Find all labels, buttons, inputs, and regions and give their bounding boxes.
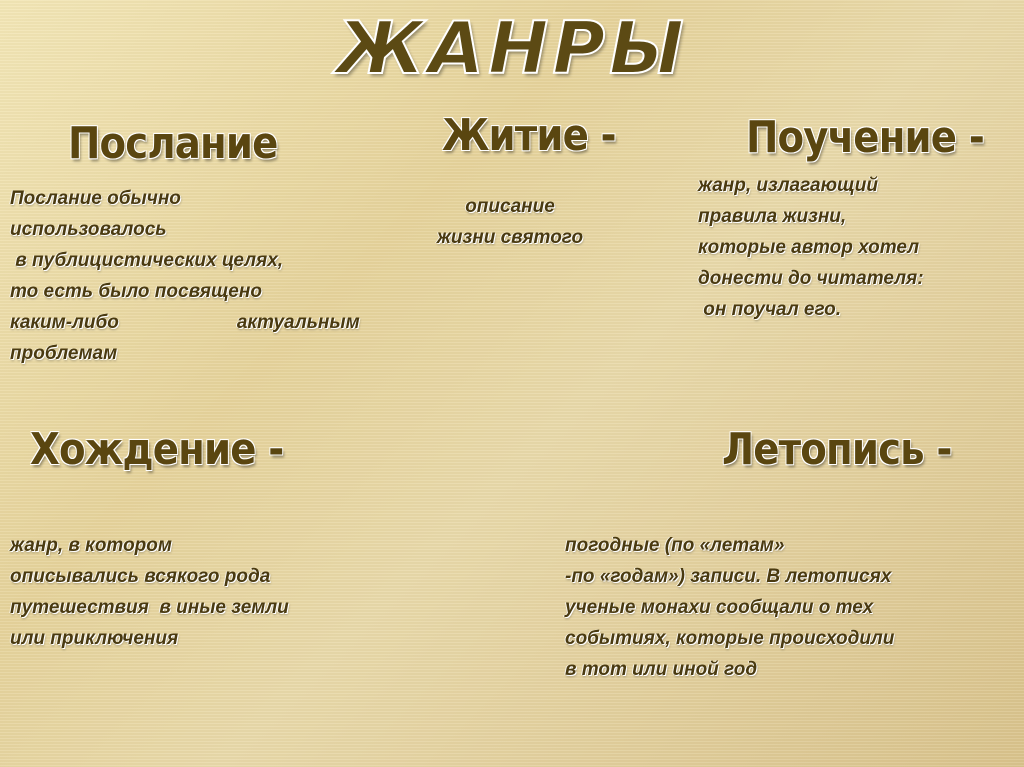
text-zhitie <box>430 191 590 253</box>
text-line: Послание обычно <box>10 188 181 209</box>
text-line: -по «годам») записи. В летописях <box>565 566 892 587</box>
text-line: ученые монахи сообщали о тех <box>565 597 874 618</box>
text-line: событиях, которые происходили <box>565 628 895 649</box>
text-line: донести до читателя: <box>698 268 924 289</box>
slide-title: ЖАНРЫ <box>336 6 688 90</box>
text-pouchenie <box>698 170 924 325</box>
text-line: жизни святого <box>436 227 584 248</box>
heading-zhitie: Житие - <box>442 110 616 161</box>
text-line: описывались всякого рода <box>10 566 271 587</box>
text-letopis <box>565 530 894 685</box>
text-line: жанр, излагающий <box>698 175 878 196</box>
text-line: описание <box>465 196 555 217</box>
text-line: погодные (по «летам» <box>565 535 785 556</box>
heading-letopis: Летопись - <box>722 424 952 475</box>
text-khozhdenie <box>10 530 289 654</box>
text-word: каким-либо <box>10 312 119 333</box>
text-line: в публицистических целях, <box>10 250 284 271</box>
text-line: то есть было посвящено <box>10 281 262 302</box>
heading-pouchenie: Поучение - <box>746 112 984 163</box>
heading-khozhdenie: Хождение - <box>30 424 284 475</box>
text-line: использовалось <box>10 219 167 240</box>
text-line: правила жизни, <box>698 206 847 227</box>
text-line: или приключения <box>10 628 179 649</box>
text-line: путешествия в иные земли <box>10 597 289 618</box>
text-line: он поучал его. <box>698 299 842 320</box>
heading-poslanie: Послание <box>68 118 278 169</box>
text-line: которые автор хотел <box>698 237 920 258</box>
text-line: в тот или иной год <box>565 659 758 680</box>
text-line-split <box>10 307 360 338</box>
text-poslanie <box>10 183 360 369</box>
text-line: проблемам <box>10 343 118 364</box>
text-word: актуальным <box>236 312 360 333</box>
text-line: жанр, в котором <box>10 535 172 556</box>
